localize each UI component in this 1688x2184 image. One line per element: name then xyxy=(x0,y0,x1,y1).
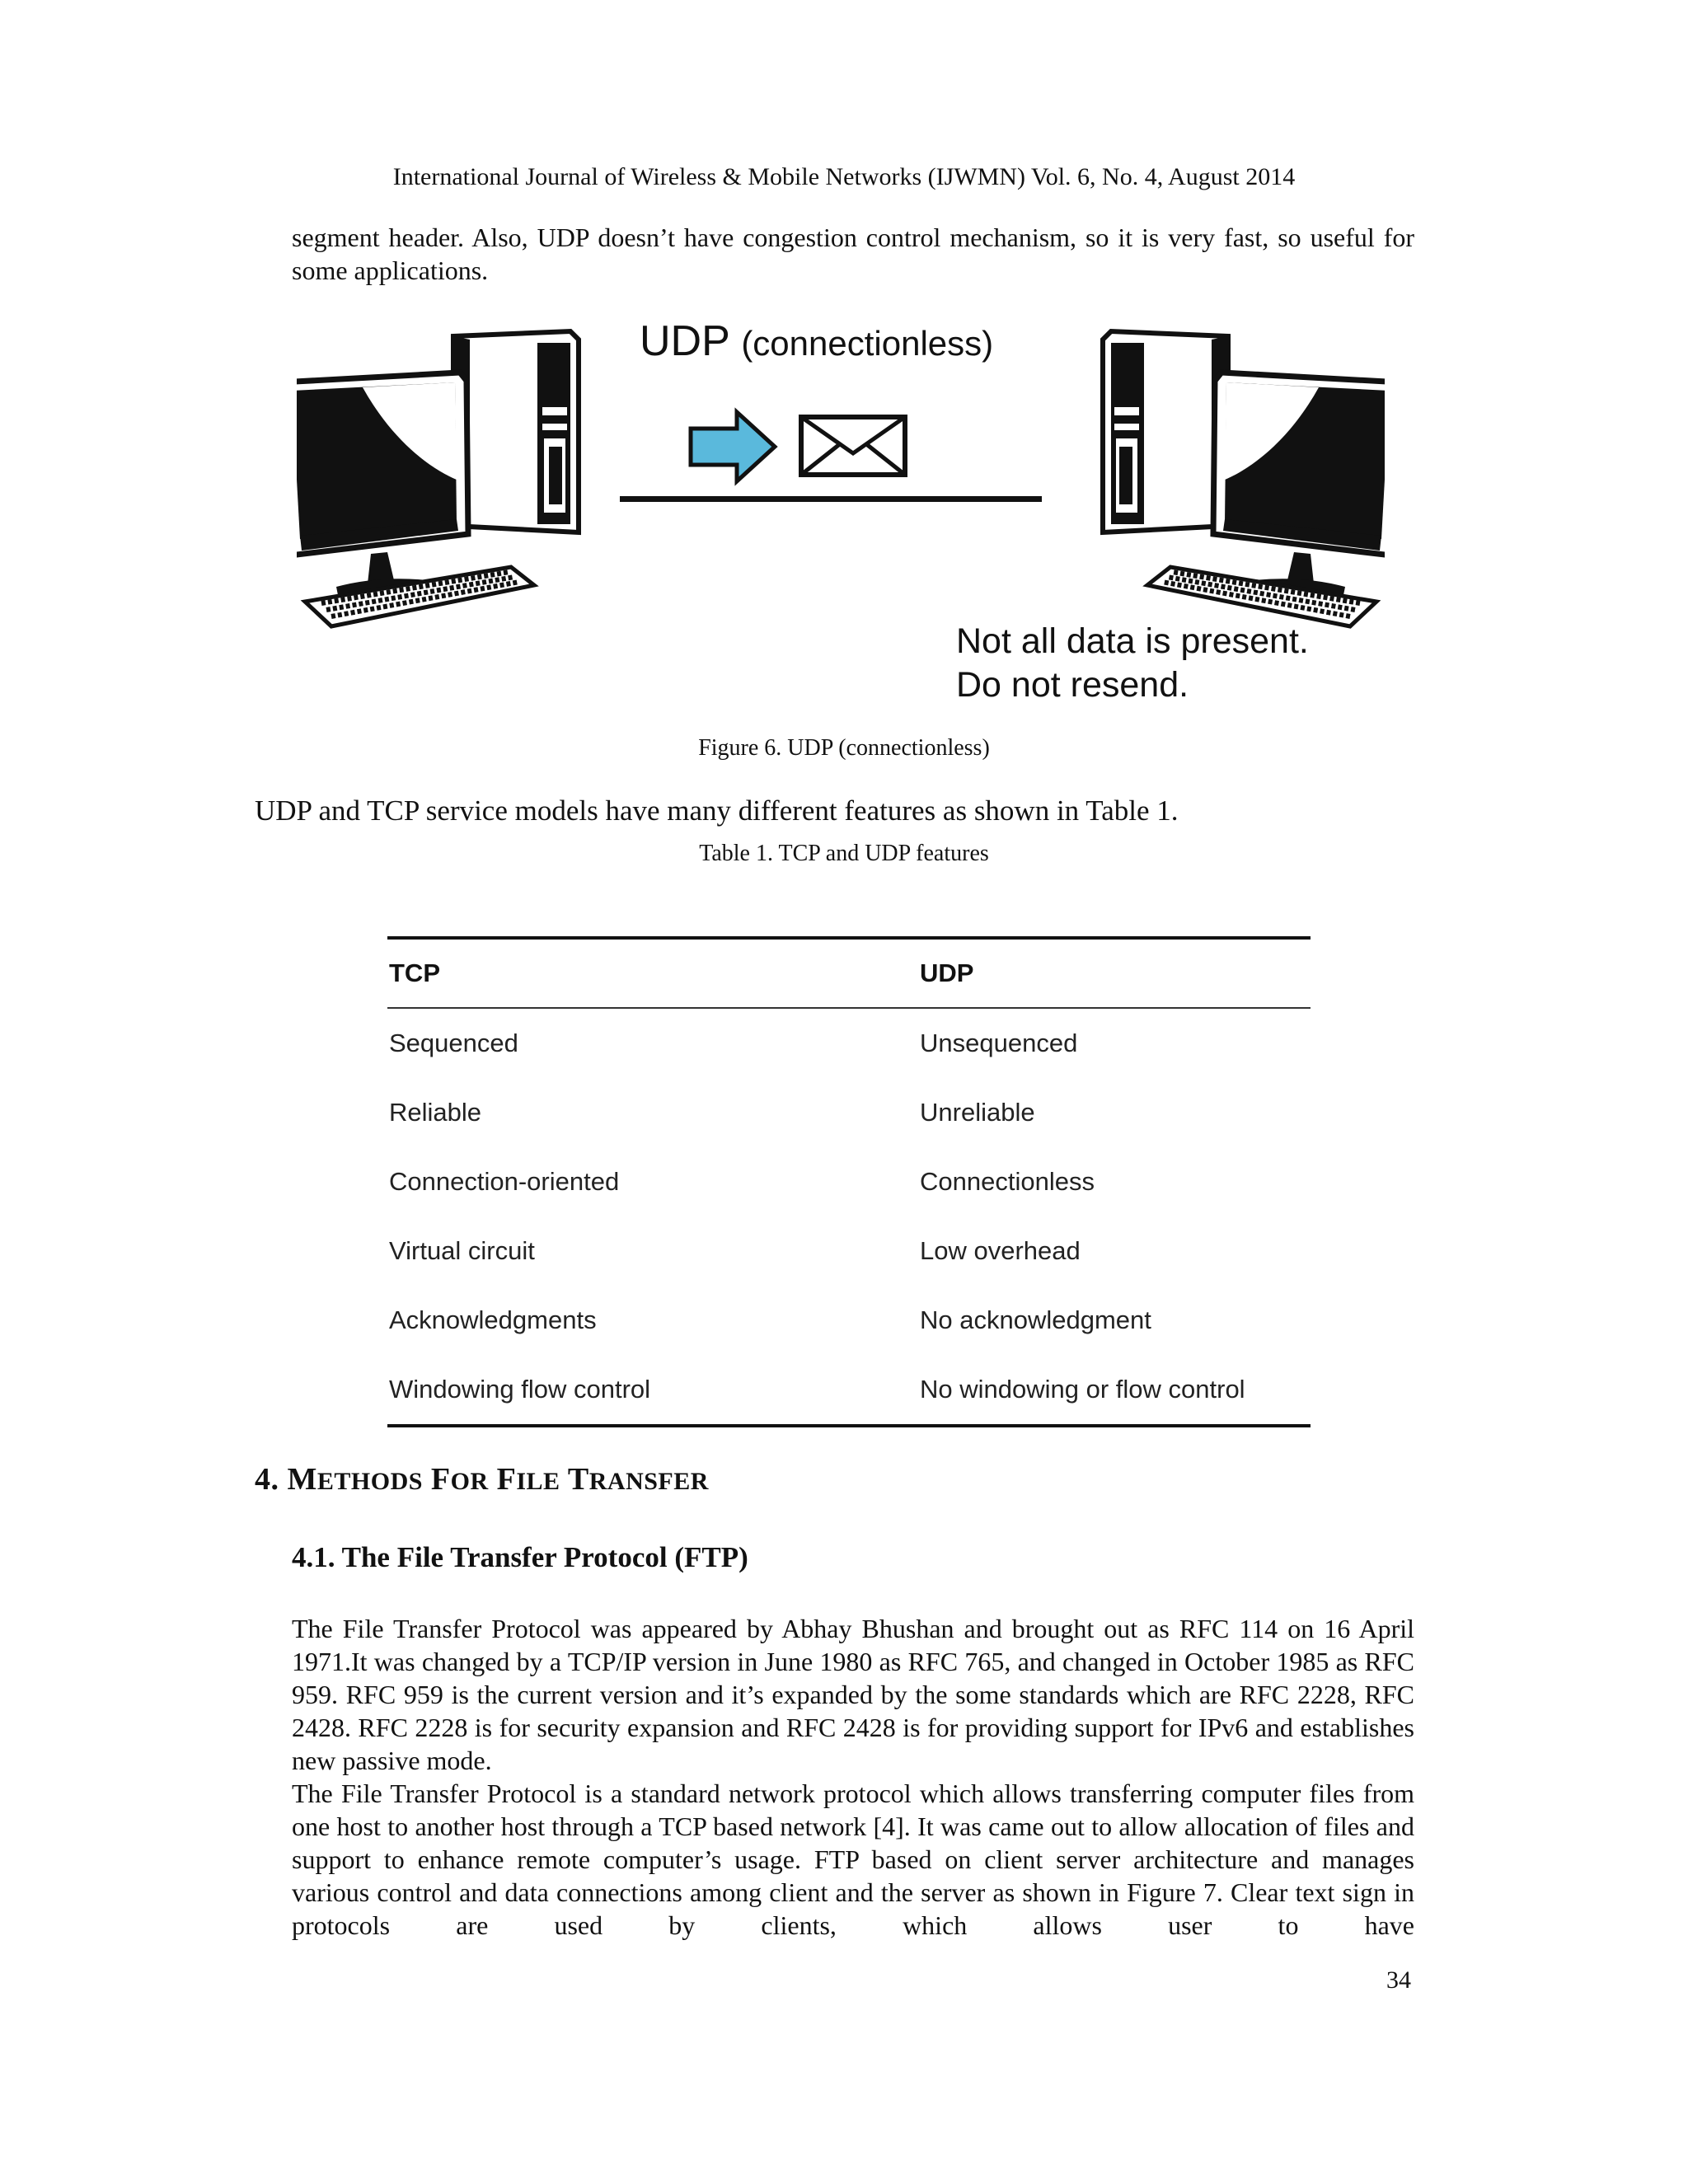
section-word: FOR xyxy=(430,1462,489,1497)
feature-table xyxy=(387,936,1311,1427)
tcp-cell: Sequenced xyxy=(389,1029,518,1057)
udp-cell: No windowing or flow control xyxy=(920,1375,1245,1404)
header-tcp: TCP xyxy=(389,958,440,987)
udp-cell: No acknowledgment xyxy=(920,1305,1151,1334)
tcp-cell: Reliable xyxy=(389,1098,482,1127)
figure-caption: Figure 6. UDP (connectionless) xyxy=(698,735,990,761)
table-header-row xyxy=(387,940,1311,1007)
right-computer-icon xyxy=(1103,331,1385,626)
figure-title xyxy=(640,316,993,366)
udp-cell: Connectionless xyxy=(920,1167,1095,1196)
figure-title-sub: (connectionless) xyxy=(741,324,994,363)
table-caption: Table 1. TCP and UDP features xyxy=(699,841,989,866)
header-udp: UDP xyxy=(920,958,974,987)
section-number: 4. xyxy=(255,1462,279,1497)
table-row xyxy=(387,1355,1311,1424)
section-word: METHODS xyxy=(287,1462,423,1497)
section-heading xyxy=(255,1461,709,1497)
running-header: International Journal of Wireless & Mobile Networks (IJWMN) Vol. 6, No. 4, August 2014 xyxy=(392,163,1296,190)
arrow-right-icon xyxy=(691,412,775,481)
table-row xyxy=(387,1216,1311,1286)
tcp-cell: Virtual circuit xyxy=(389,1236,535,1265)
table-bottom-rule xyxy=(387,1424,1311,1427)
table-row xyxy=(387,1009,1311,1078)
page-number: 34 xyxy=(1386,1966,1411,1994)
udp-cell: Unsequenced xyxy=(920,1029,1078,1057)
figure-udp-diagram xyxy=(297,307,1385,719)
table-intro-sentence: UDP and TCP service models have many different features as shown in Table 1. xyxy=(255,794,1179,827)
udp-cell: Low overhead xyxy=(920,1236,1081,1265)
figure-note-line1: Not all data is present. xyxy=(956,621,1309,661)
ftp-paragraph-1: The File Transfer Protocol was appeared by Abhay Bhushan and brought out as RFC 114 on 16 April 1971.It was changed by a TCP/IP version in June 1980 as RFC 765, and changed in October 1985 as RFC 959. RFC 959 is the current version and it’s expanded by the some standards which are RFC 2228, RFC 2428. RFC 2228 is for security expansion and RFC 2428 is for providing support for IPv6 and establishes new passive mode. xyxy=(292,1614,1414,1775)
table-row xyxy=(387,1286,1311,1355)
table-row xyxy=(387,1078,1311,1147)
table-row xyxy=(387,1147,1311,1216)
envelope-icon xyxy=(801,417,905,475)
udp-cell: Unreliable xyxy=(920,1098,1035,1127)
left-computer-icon xyxy=(297,331,579,626)
tcp-cell: Acknowledgments xyxy=(389,1305,597,1334)
section-word: FILE xyxy=(496,1462,560,1497)
section-word: TRANSFER xyxy=(567,1462,709,1497)
figure-note-line2: Do not resend. xyxy=(956,665,1189,705)
figure-title-main: UDP xyxy=(640,317,729,365)
ftp-paragraph-2: The File Transfer Protocol is a standard network protocol which allows transferring computer files from one host to another host through a TCP based network [4]. It was came out to allow allocation of files and support to enhance remote computer’s usage. FTP based on client server architecture and manages various control and data connections among client and the server as shown in Figure 7. Clear text sign in protocols are used by clients, which allows user to have xyxy=(292,1779,1414,1940)
link-line xyxy=(620,496,1042,502)
subsection-heading: 4.1. The File Transfer Protocol (FTP) xyxy=(292,1541,748,1573)
tcp-cell: Connection-oriented xyxy=(389,1167,620,1196)
intro-paragraph: segment header. Also, UDP doesn’t have congestion control mechanism, so it is very fast, so useful for some applications. xyxy=(292,223,1414,285)
figure-note xyxy=(956,620,1309,707)
tcp-cell: Windowing flow control xyxy=(389,1375,651,1404)
